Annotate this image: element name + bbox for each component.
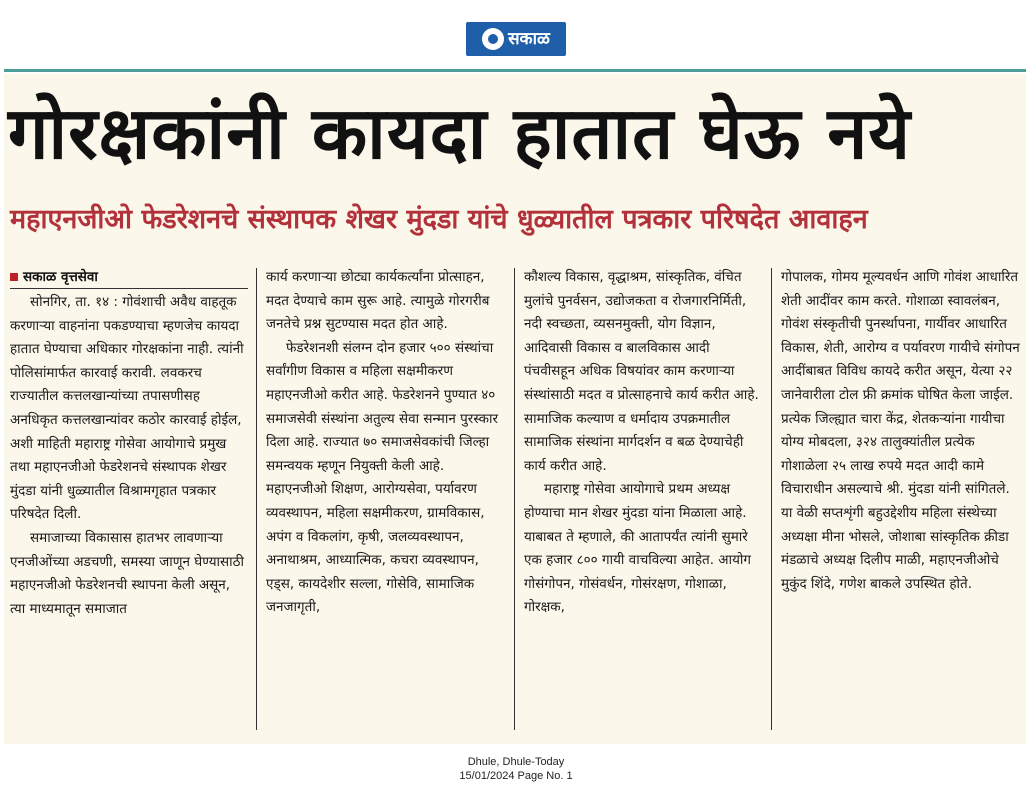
paragraph: कौशल्य विकास, वृद्धाश्रम, सांस्कृतिक, वंचित मुलांचे पुनर्वसन, उद्योजकता व रोजगारनिर्मिती, नदी स्वच्छता, व्यसनमुक्ती, योग विज्ञान, आदिवासी विकास व बालविकास आदी पंचवीसहून अधिक विषयांवर काम करणाऱ्या संस्थांसाठी मदत व प्रोत्साहनाचे कार्य करीत आहे. सामाजिक कल्याण व धर्मादाय उपक्रमातील सामाजिक संस्थांना मार्गदर्शन व बळ देण्याचेही कार्य करीत आहे.: [524, 269, 759, 474]
footer-edition: Dhule, Dhule-Today: [467, 756, 565, 768]
subheadline: महाएनजीओ फेडरेशनचे संस्थापक शेखर मुंदडा यांचे धुळ्यातील पत्रकार परिषदेत आवाहन: [10, 204, 868, 235]
news-clipping: [4, 74, 1026, 744]
masthead-name: सकाळ: [508, 28, 550, 49]
article-column-3: [524, 266, 762, 736]
paragraph: सोनगिर, ता. १४ : गोवंशाची अवैध वाहतूक करणाऱ्या वाहनांना पकडण्याचा म्हणजेच कायदा हातात घेण्याचा अधिकार गोरक्षकांना नाही. त्यांनी पोलिसांमार्फत कारवाई करावी. लवकरच राज्यातील कत्तलखान्यांच्या तपासणीसह अनधिकृत कत्तलखान्यांवर कठोर कारवाई होईल, अशी माहिती महाराष्ट्र गोसेवा आयोगाचे प्रमुख तथा महाएनजीओ फेडरेशनचे संस्थापक शेखर मुंदडा यांनी धुळ्यातील विश्रामगृहात पत्रकार परिषदेत दिली.: [10, 294, 244, 523]
sakal-emblem-icon: [482, 28, 504, 50]
byline-text: सकाळ वृत्तसेवा: [23, 269, 98, 285]
article-column-4: [781, 266, 1021, 736]
paragraph: कार्य करणाऱ्या छोट्या कार्यकर्त्यांना प्रोत्साहन, मदत देण्याचे काम सुरू आहे. त्यामुळे गोरगरीब जनतेचे प्रश्न सुटण्यास मदत होत आहे.: [266, 269, 490, 333]
paragraph: महाराष्ट्र गोसेवा आयोगाचे प्रथम अध्यक्ष होण्याचा मान शेखर मुंदडा यांना मिळाला आहे. याबाबत ते म्हणाले, की आतापर्यंत त्यांनी सुमारे एक हजार ८०० गायी वाचविल्या आहेत. आयोग गोसंगोपन, गोसंवर्धन, गोसंरक्षण, गोशाळा, गोरक्षक,: [524, 481, 752, 616]
column-divider: [771, 268, 772, 730]
paragraph: समाजाच्या विकासास हातभर लावणाऱ्या एनजीओंच्या अडचणी, समस्या जाणून घेण्यासाठी महाएनजीओ फेडरेशनची स्थापना केली असून, त्या माध्यमातून समाजात: [10, 529, 244, 617]
article-column-2: [266, 266, 504, 736]
column-divider: [514, 268, 515, 730]
paragraph: गोपालक, गोमय मूल्यवर्धन आणि गोवंश आधारित शेती आदींवर काम करते. गोशाळा स्वावलंबन, गोवंश संस्कृतीची पुनर्स्थापना, गार्यीवर आधारित विकास, शेती, आरोग्य व पर्यावरण गायीचे संगोपन आदींबाबत विविध कायदे करीत असून, येत्या २२ जानेवारीला टोल फ्री क्रमांक घोषित केला जाईल. प्रत्येक जिल्ह्यात चारा केंद्र, शेतकऱ्यांना गायीचा योग्य मोबदला, ३२४ तालुक्यांतील प्रत्येक गोशाळेला २५ लाख रुपये मदत आदी कामे विचाराधीन असल्याचे श्री. मुंदडा यांनी सांगितले. या वेळी सप्तशृंगी बहुउद्देशीय महिला संस्थेच्या अध्यक्षा मीना भोसले, जोशाबा सांस्कृतिक क्रीडा मंडळाचे अध्यक्ष दिलीप माळी, महाएनजीओचे मुकुंद शिंदे, गणेश बाकले उपस्थित होते.: [781, 269, 1020, 592]
column-divider: [256, 268, 257, 730]
byline: [10, 266, 248, 289]
footer-date-page: 15/01/2024 Page No. 1: [459, 770, 573, 782]
masthead-logo: [466, 22, 566, 56]
paragraph: फेडरेशनशी संलग्न दोन हजार ५०० संस्थांचा सर्वांगीण विकास व महिला सक्षमीकरण महाएनजीओ करीत आहे. फेडरेशनने पुण्यात ४० समाजसेवी संस्थांना अतुल्य सेवा सन्मान पुरस्कार दिला आहे. राज्यात ७० समाजसेवकांची जिल्हा समन्वयक म्हणून नियुक्ती केली आहे. महाएनजीओ शिक्षण, आरोग्यसेवा, पर्यावरण व्यवस्थापन, महिला सक्षमीकरण, ग्रामविकास, अपंग व विकलांग, कृषी, जलव्यवस्थापन, अनाथाश्रम, आध्यात्मिक, कचरा व्यवस्थापन, एड्स, कायदेशीर सल्ला, गोसेवि, सामाजिक जनजागृती,: [266, 339, 498, 616]
headline: गोरक्षकांनी कायदा हातात घेऊ नये: [8, 91, 912, 175]
red-square-icon: [10, 273, 18, 281]
header-rule: [4, 69, 1026, 72]
article-column-1: [10, 266, 248, 736]
